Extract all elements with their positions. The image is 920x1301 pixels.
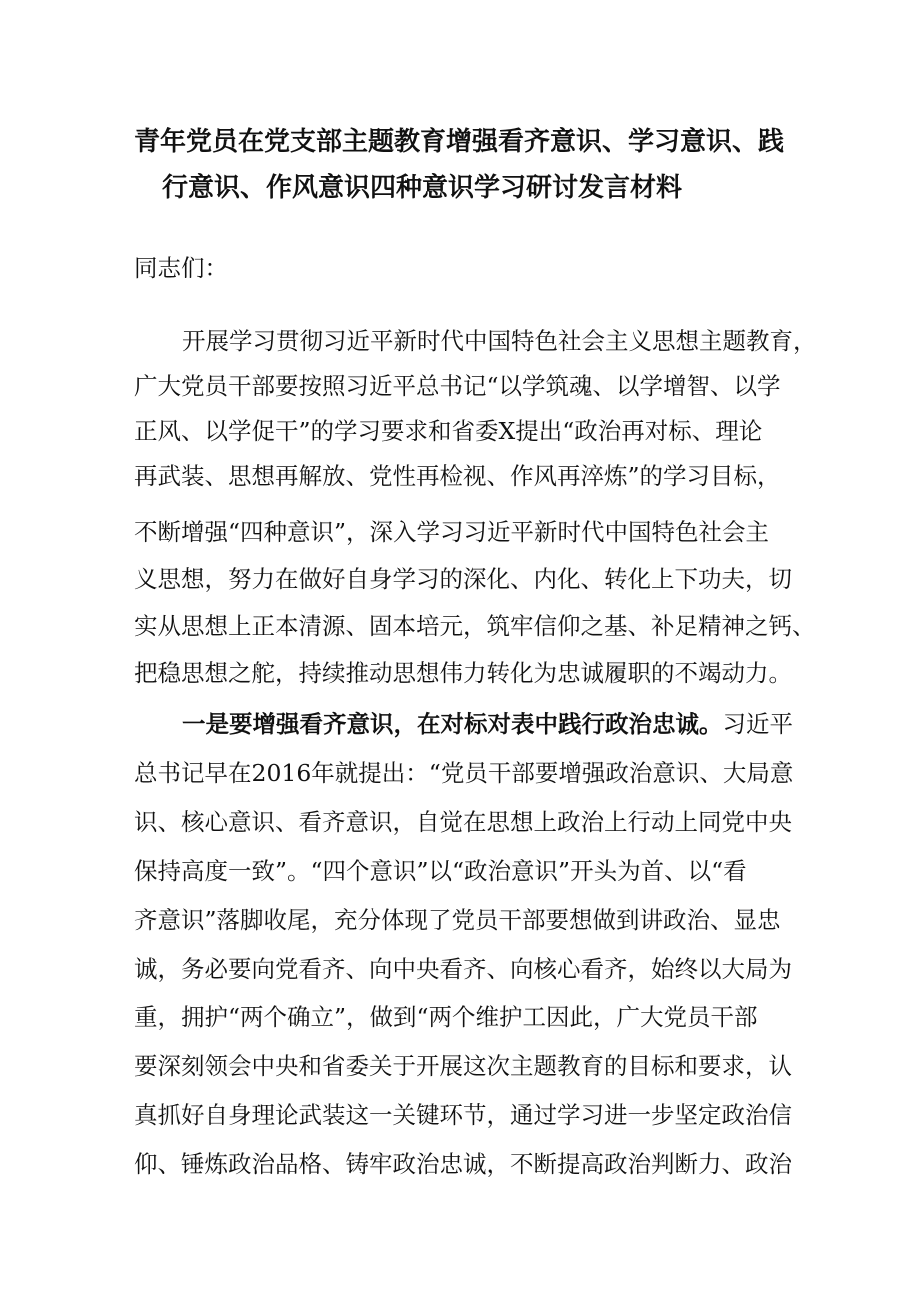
paragraph2-line: 要深刻领会中央和省委关于开展这次主题教育的目标和要求，认 [134, 1052, 792, 1080]
paragraph2-line: 识、核心意识、看齐意识，自觉在思想上政治上行动上同党中央 [134, 808, 792, 836]
document-title-line-2: 行意识、作风意识四种意识学习研讨发言材料 [162, 173, 683, 203]
salutation: 同志们： [134, 254, 228, 282]
document-title-line-1: 青年党员在党支部主题教育增强看齐意识、学习意识、践 [134, 127, 785, 157]
paragraph1-line: 不断增强“四种意识”，深入学习习近平新时代中国特色社会主 [134, 518, 770, 546]
paragraph2-line: 保持高度一致”。“四个意识”以“政治意识”开头为首、以“看 [134, 857, 747, 885]
paragraph1-line: 正风、以学促干”的学习要求和省委X提出“政治再对标、理论 [134, 417, 763, 445]
paragraph2-first-line-rest: 习近平 [722, 710, 793, 738]
paragraph2-first-line [182, 708, 793, 740]
paragraph2-line: 重，拥护“两个确立”，做到“两个维护工因此，广大党员干部 [134, 1003, 758, 1031]
paragraph2-heading: 一是要增强看齐意识，在对标对表中践行政治忠诚。 [182, 710, 723, 738]
paragraph2-line: 总书记早在2016年就提出：“党员干部要增强政治意识、大局意 [134, 759, 794, 787]
paragraph2-line: 诚，务必要向党看齐、向中央看齐、向核心看齐，始终以大局为 [134, 955, 792, 983]
paragraph1-line: 把稳思想之舵，持续推动思想伟力转化为忠诚履职的不竭动力。 [134, 659, 792, 687]
paragraph1-line: 再武装、思想再解放、党性再检视、作风再淬炼”的学习目标， [134, 462, 781, 490]
paragraph1-line: 义思想，努力在做好自身学习的深化、内化、转化上下功夫，切 [134, 565, 792, 593]
paragraph2-line: 真抓好自身理论武装这一关键环节，通过学习进一步坚定政治信 [134, 1101, 792, 1129]
paragraph2-line: 齐意识”落脚收尾，充分体现了党员干部要想做到讲政治、显忠 [134, 906, 781, 934]
paragraph1-line: 开展学习贯彻习近平新时代中国特色社会主义思想主题教育， [182, 327, 817, 355]
paragraph1-line: 广大党员干部要按照习近平总书记“以学筑魂、以学增智、以学 [134, 372, 781, 400]
paragraph1-line: 实从思想上正本清源、固本培元，筑牢信仰之基、补足精神之钙、 [134, 612, 816, 640]
paragraph2-line: 仰、锤炼政治品格、铸牢政治忠诚，不断提高政治判断力、政治 [134, 1150, 792, 1178]
